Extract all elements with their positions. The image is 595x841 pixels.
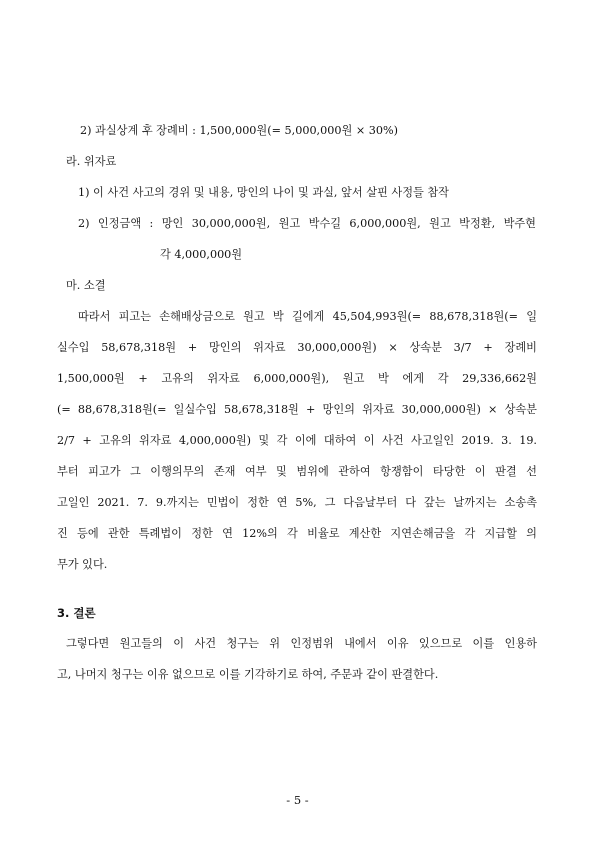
paragraph-line: 부터 피고가 그 이행의무의 존재 여부 및 범위에 관하여 항쟁함이 타당한 이 판결 선 — [57, 465, 537, 478]
consolation-amount-line: 2) 인정금액 : 망인 30,000,000원, 원고 박수길 6,000,000원, 원고 박정환, 박주현 — [78, 217, 536, 230]
conclusion-line: 고, 나머지 청구는 이유 없으므로 이를 기각하기로 하여, 주문과 같이 판결한다. — [57, 668, 439, 681]
consolation-heading: 라. 위자료 — [66, 155, 117, 168]
paragraph-line: 따라서 피고는 손해배상금으로 원고 박 길에게 45,504,993원(= 88,678,318원(= 일 — [78, 310, 537, 323]
consolation-amount-continuation: 각 4,000,000원 — [160, 248, 243, 261]
paragraph-line: 실수입 58,678,318원 + 망인의 위자료 30,000,000원) × 상속분 3/7 + 장례비 — [57, 341, 537, 354]
conclusion-heading: 3. 결론 — [57, 606, 96, 620]
paragraph-line: 진 등에 관한 특례법이 정한 연 12%의 각 비율로 계산한 지연손해금을 각 지급할 의 — [57, 527, 537, 540]
conclusion-line: 그렇다면 원고들의 이 사건 청구는 위 인정범위 내에서 이유 있으므로 이를 인용하 — [66, 637, 537, 650]
paragraph-line: 2/7 + 고유의 위자료 4,000,000원) 및 각 이에 대하여 이 사건 사고일인 2019. 3. 19. — [57, 434, 537, 447]
paragraph-line: (= 88,678,318원(= 일실수입 58,678,318원 + 망인의 위자료 30,000,000원) × 상속분 — [57, 403, 537, 416]
paragraph-line: 1,500,000원 + 고유의 위자료 6,000,000원), 원고 박 에게 각 29,336,662원 — [57, 372, 537, 385]
funeral-expense-line: 2) 과실상계 후 장례비 : 1,500,000원(= 5,000,000원 × 30%) — [80, 124, 398, 137]
paragraph-line: 고일인 2021. 7. 9.까지는 민법이 정한 연 5%, 그 다음날부터 다 갚는 날까지는 소송촉 — [57, 496, 537, 509]
page-number: - 5 - — [286, 793, 309, 807]
summary-heading: 마. 소결 — [66, 279, 106, 292]
consolation-basis-line: 1) 이 사건 사고의 경위 및 내용, 망인의 나이 및 과실, 앞서 살핀 사정들 참작 — [78, 186, 449, 199]
paragraph-line: 무가 있다. — [57, 558, 108, 571]
